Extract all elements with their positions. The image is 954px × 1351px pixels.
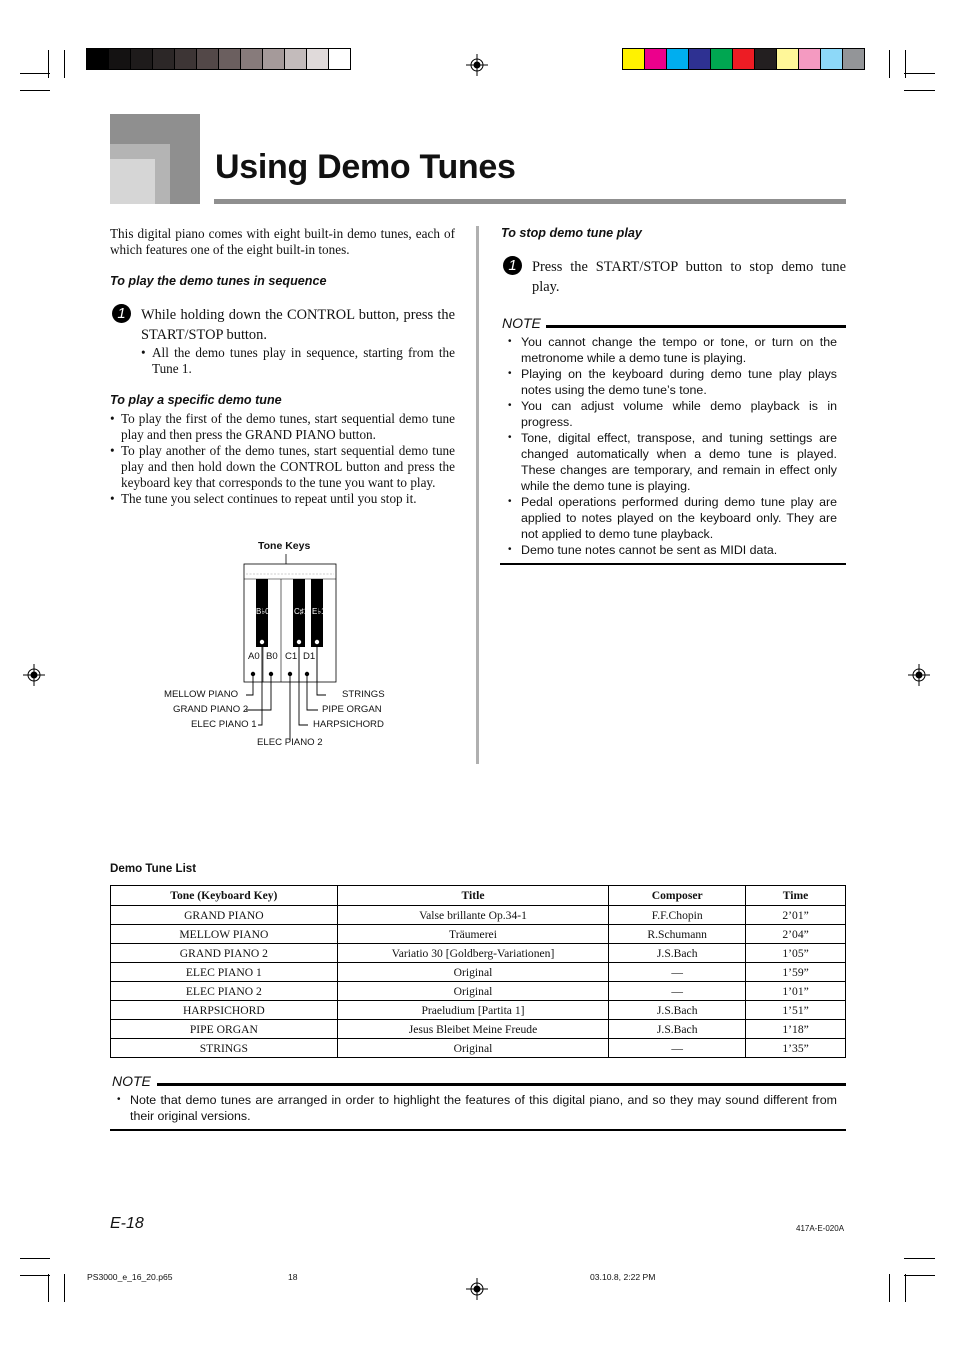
- sequence-bullet-text: All the demo tunes play in sequence, starting from the Tune 1.: [152, 345, 455, 376]
- table-cell: GRAND PIANO 2: [111, 944, 338, 963]
- table-cell: F.F.Chopin: [609, 906, 746, 925]
- table-cell: GRAND PIANO: [111, 906, 338, 925]
- table-cell: —: [609, 982, 746, 1001]
- sequence-bullet: [141, 345, 455, 377]
- gray-swatch: [153, 49, 175, 69]
- gray-swatch: [109, 49, 131, 69]
- bottom-note-rule: [157, 1083, 846, 1086]
- table-cell: 1’05”: [746, 944, 846, 963]
- tone-label: PIPE ORGAN: [322, 704, 382, 715]
- gray-swatch: [285, 49, 307, 69]
- table-cell: Träumerei: [337, 925, 609, 944]
- column-header: Tone (Keyboard Key): [111, 886, 338, 906]
- tone-label: HARPSICHORD: [313, 719, 384, 730]
- specific-bullet-list: [110, 411, 455, 507]
- gray-swatch: [329, 49, 350, 69]
- gray-swatch: [263, 49, 285, 69]
- page-title: Using Demo Tunes: [215, 148, 516, 186]
- list-item: • Demo tune notes cannot be sent as MIDI data.: [508, 542, 837, 558]
- bottom-note-end-rule: [110, 1129, 846, 1131]
- table-cell: Valse brillante Op.34-1: [337, 906, 609, 925]
- table-cell: Jesus Bleibet Meine Freude: [337, 1020, 609, 1039]
- note-list: [508, 334, 837, 558]
- table-row: [111, 925, 846, 944]
- table-row: [111, 1039, 846, 1058]
- color-swatch: [733, 49, 755, 69]
- black-key-label: B♭0: [256, 607, 270, 616]
- table-row: [111, 1001, 846, 1020]
- color-swatch: [645, 49, 667, 69]
- list-item: • Pedal operations performed during demo tune play are applied to notes played on the keyboard only. They are not applied to demo tune playback.: [508, 494, 837, 542]
- demo-list-heading: Demo Tune List: [110, 862, 197, 875]
- doc-code: 417A-E-020A: [796, 1224, 845, 1233]
- list-item: • You cannot change the tempo or tone, or turn on the metronome while a demo tune is playing.: [508, 334, 837, 366]
- table-row: [111, 982, 846, 1001]
- color-swatch: [711, 49, 733, 69]
- table-cell: R.Schumann: [609, 925, 746, 944]
- print-date: 03.10.8, 2:22 PM: [590, 1272, 656, 1282]
- table-cell: PIPE ORGAN: [111, 1020, 338, 1039]
- sequence-heading: To play the demo tunes in sequence: [110, 274, 327, 288]
- white-key-label: B0: [266, 651, 278, 662]
- table-cell: Praeludium [Partita 1]: [337, 1001, 609, 1020]
- note-end-rule: [500, 563, 846, 565]
- table-cell: 1’51”: [746, 1001, 846, 1020]
- white-key-label: D1: [303, 651, 316, 662]
- gray-swatch: [219, 49, 241, 69]
- gray-swatch: [197, 49, 219, 69]
- registration-mark-left: [23, 664, 45, 686]
- color-swatch: [777, 49, 799, 69]
- color-swatch: [799, 49, 821, 69]
- black-key-label: E♭1: [312, 607, 326, 616]
- column-header: Time: [746, 886, 846, 906]
- bottom-note-text: [117, 1092, 837, 1124]
- table-cell: 1’35”: [746, 1039, 846, 1058]
- gray-swatch: [131, 49, 153, 69]
- table-row: [111, 944, 846, 963]
- color-swatch: [689, 49, 711, 69]
- list-item: • The tune you select continues to repeat until you stop it.: [110, 491, 455, 507]
- grayscale-bar: [86, 48, 351, 70]
- step-number-icon: 1: [503, 256, 522, 275]
- table-cell: Variatio 30 [Goldberg-Variationen]: [337, 944, 609, 963]
- file-name: PS3000_e_16_20.p65: [87, 1272, 173, 1282]
- table-cell: J.S.Bach: [609, 1020, 746, 1039]
- column-header: Composer: [609, 886, 746, 906]
- tone-label: GRAND PIANO 2: [173, 704, 249, 715]
- demo-tune-table: [110, 885, 846, 1058]
- table-row: [111, 963, 846, 982]
- step-number-icon: 1: [112, 304, 131, 323]
- note-rule: [546, 325, 846, 328]
- table-cell: Original: [337, 963, 609, 982]
- registration-mark-right: [908, 664, 930, 686]
- color-swatch: [667, 49, 689, 69]
- gray-swatch: [175, 49, 197, 69]
- color-swatch: [755, 49, 777, 69]
- diagram-title: Tone Keys: [258, 540, 311, 552]
- list-item: • Playing on the keyboard during demo tune play plays notes using the demo tune’s tone.: [508, 366, 837, 398]
- tone-label: MELLOW PIANO: [164, 689, 239, 700]
- header-graphic: [110, 114, 200, 204]
- column-divider: [476, 226, 479, 764]
- page-number: E-18: [110, 1215, 144, 1232]
- table-cell: STRINGS: [111, 1039, 338, 1058]
- table-cell: Original: [337, 982, 609, 1001]
- title-rule: [214, 199, 846, 204]
- table-cell: HARPSICHORD: [111, 1001, 338, 1020]
- color-swatch: [623, 49, 645, 69]
- sequence-step-text: While holding down the CONTROL button, press the START/STOP button.: [141, 307, 455, 343]
- tone-label: ELEC PIANO 2: [257, 737, 323, 748]
- gray-swatch: [307, 49, 329, 69]
- table-cell: ELEC PIANO 2: [111, 982, 338, 1001]
- table-cell: 2’01”: [746, 906, 846, 925]
- stop-heading: To stop demo tune play: [501, 226, 642, 240]
- tone-label: ELEC PIANO 1: [191, 719, 257, 730]
- intro-paragraph: This digital piano comes with eight built-in demo tunes, each of which features one of the eight built-in tones.: [110, 226, 455, 257]
- table-cell: MELLOW PIANO: [111, 925, 338, 944]
- table-cell: J.S.Bach: [609, 944, 746, 963]
- table-cell: 1’59”: [746, 963, 846, 982]
- registration-mark-bottom: [466, 1278, 488, 1300]
- list-item: • To play the first of the demo tunes, start sequential demo tune play and then press the GRAND PIANO button.: [110, 411, 455, 443]
- table-cell: 1’01”: [746, 982, 846, 1001]
- table-cell: 2’04”: [746, 925, 846, 944]
- sheet-number: 18: [288, 1272, 298, 1282]
- table-cell: 1’18”: [746, 1020, 846, 1039]
- stop-step-text: Press the START/STOP button to stop demo tune play.: [532, 259, 846, 295]
- gray-swatch: [87, 49, 109, 69]
- table-row: [111, 906, 846, 925]
- table-cell: Original: [337, 1039, 609, 1058]
- white-key-label: A0: [248, 651, 260, 662]
- table-header-row: [111, 886, 846, 906]
- color-swatch: [843, 49, 864, 69]
- table-cell: —: [609, 963, 746, 982]
- column-header: Title: [337, 886, 609, 906]
- tone-label: STRINGS: [342, 689, 385, 700]
- specific-heading: To play a specific demo tune: [110, 393, 282, 407]
- registration-mark-top: [466, 54, 488, 76]
- table-cell: —: [609, 1039, 746, 1058]
- list-item: • Tone, digital effect, transpose, and tuning settings are changed automatically when a demo tune is played. These changes are temporary, and remain in effect only while the demo tune is playing.: [508, 430, 837, 494]
- color-swatch: [821, 49, 843, 69]
- white-key-label: C1: [285, 651, 298, 662]
- note-label: NOTE: [502, 315, 541, 331]
- table-row: [111, 1020, 846, 1039]
- black-key-label: C♯1: [294, 607, 309, 616]
- gray-swatch: [241, 49, 263, 69]
- list-item: • To play another of the demo tunes, start sequential demo tune play and then hold down the CONTROL button and press the keyboard key that corresponds to the tune you want to play.: [110, 443, 455, 491]
- color-bar: [622, 48, 865, 70]
- bottom-note-label: NOTE: [112, 1073, 151, 1089]
- list-item: • You can adjust volume while demo playback is in progress.: [508, 398, 837, 430]
- table-cell: J.S.Bach: [609, 1001, 746, 1020]
- list-item: • Note that demo tunes are arranged in order to highlight the features of this digital piano, and so they may sound different from their original versions.: [117, 1092, 837, 1124]
- table-cell: ELEC PIANO 1: [111, 963, 338, 982]
